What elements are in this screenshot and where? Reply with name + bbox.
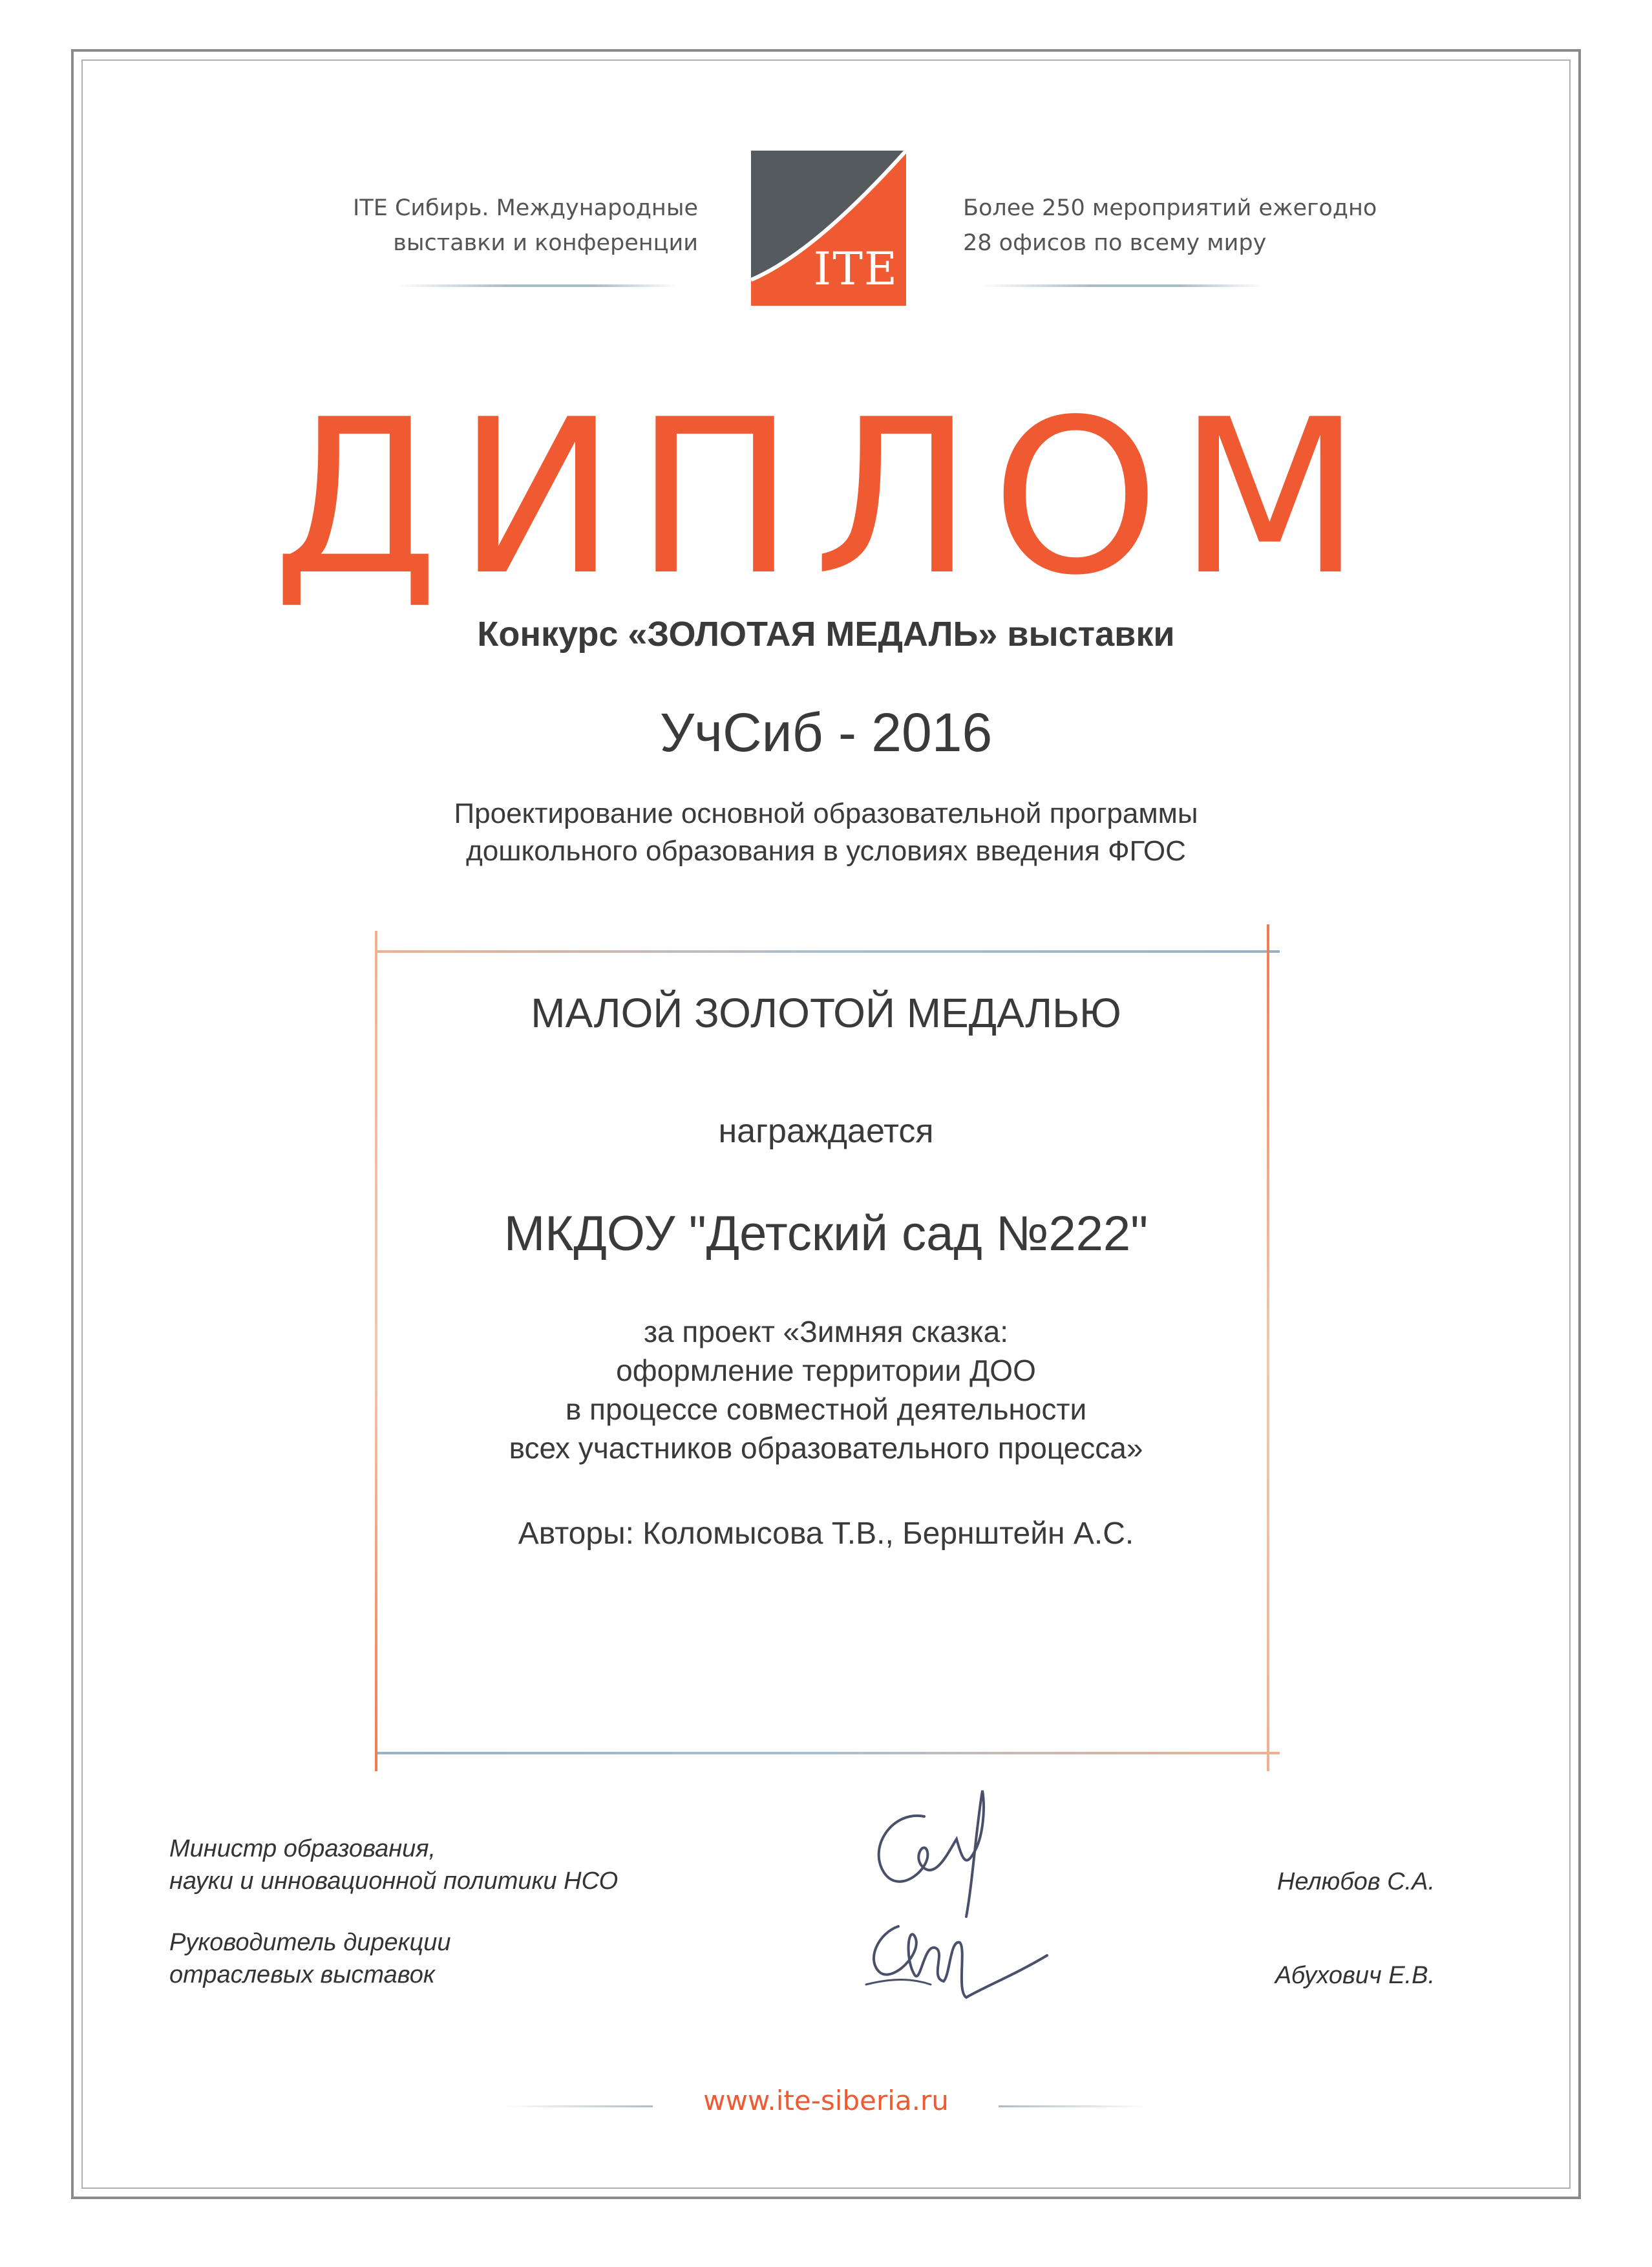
event-name: УчСиб - 2016 bbox=[659, 702, 993, 763]
award-frame-top bbox=[375, 950, 1280, 953]
project-line3: в процессе совместной деятельности bbox=[565, 1392, 1087, 1426]
project-description bbox=[0, 1312, 1652, 1467]
header-left-divider bbox=[394, 284, 679, 287]
diploma-title: ДИПЛОМ bbox=[272, 374, 1380, 622]
footer-right-divider bbox=[999, 2105, 1147, 2107]
signature-2-icon bbox=[853, 1913, 1060, 2010]
header-right bbox=[963, 191, 1415, 261]
program-line2: дошкольного образования в условиях введения ФГОС bbox=[466, 835, 1186, 867]
signatory-2-name: Абухович Е.В. bbox=[1275, 1962, 1435, 1989]
award-level: МАЛОЙ ЗОЛОТОЙ МЕДАЛЬЮ bbox=[531, 990, 1121, 1036]
authors: Авторы: Коломысова Т.В., Бернштейн А.С. bbox=[518, 1517, 1134, 1551]
project-line1: за проект «Зимняя сказка: bbox=[643, 1315, 1009, 1348]
signatory-1-role-line2: науки и инновационной политики НСО bbox=[169, 1868, 619, 1895]
header-right-line1: Более 250 мероприятий ежегодно bbox=[963, 195, 1377, 221]
signature-1-icon bbox=[853, 1771, 1021, 1920]
recipient-name: МКДОУ "Детский сад №222" bbox=[503, 1206, 1149, 1261]
signatory-2-role-line1: Руководитель дирекции bbox=[169, 1929, 451, 1956]
awarded-text: награждается bbox=[718, 1112, 934, 1150]
signatory-2-role bbox=[169, 1926, 751, 1991]
signatory-2-role-line2: отраслевых выставок bbox=[169, 1961, 435, 1988]
program-title bbox=[0, 795, 1652, 870]
signatory-1-role bbox=[169, 1833, 751, 1897]
header-right-divider bbox=[979, 284, 1264, 287]
award-frame-bottom bbox=[375, 1752, 1280, 1754]
signatory-1-role-line1: Министр образования, bbox=[169, 1835, 436, 1862]
project-line4: всех участников образовательного процесса» bbox=[509, 1431, 1143, 1465]
project-line2: оформление территории ДОО bbox=[616, 1354, 1036, 1387]
signatory-1-name: Нелюбов С.А. bbox=[1276, 1868, 1435, 1895]
website-link[interactable]: www.ite-siberia.ru bbox=[703, 2085, 949, 2116]
contest-name: Конкурс «ЗОЛОТАЯ МЕДАЛЬ» выставки bbox=[477, 615, 1175, 654]
header-left-line1: ITE Сибирь. Международные bbox=[353, 195, 698, 221]
header-left bbox=[336, 191, 698, 261]
header-right-line2: 28 офисов по всему миру bbox=[963, 230, 1267, 256]
logo-text: ITE bbox=[813, 242, 898, 295]
header-left-line2: выставки и конференции bbox=[393, 230, 698, 256]
program-line1: Проектирование основной образовательной программы bbox=[454, 798, 1198, 829]
